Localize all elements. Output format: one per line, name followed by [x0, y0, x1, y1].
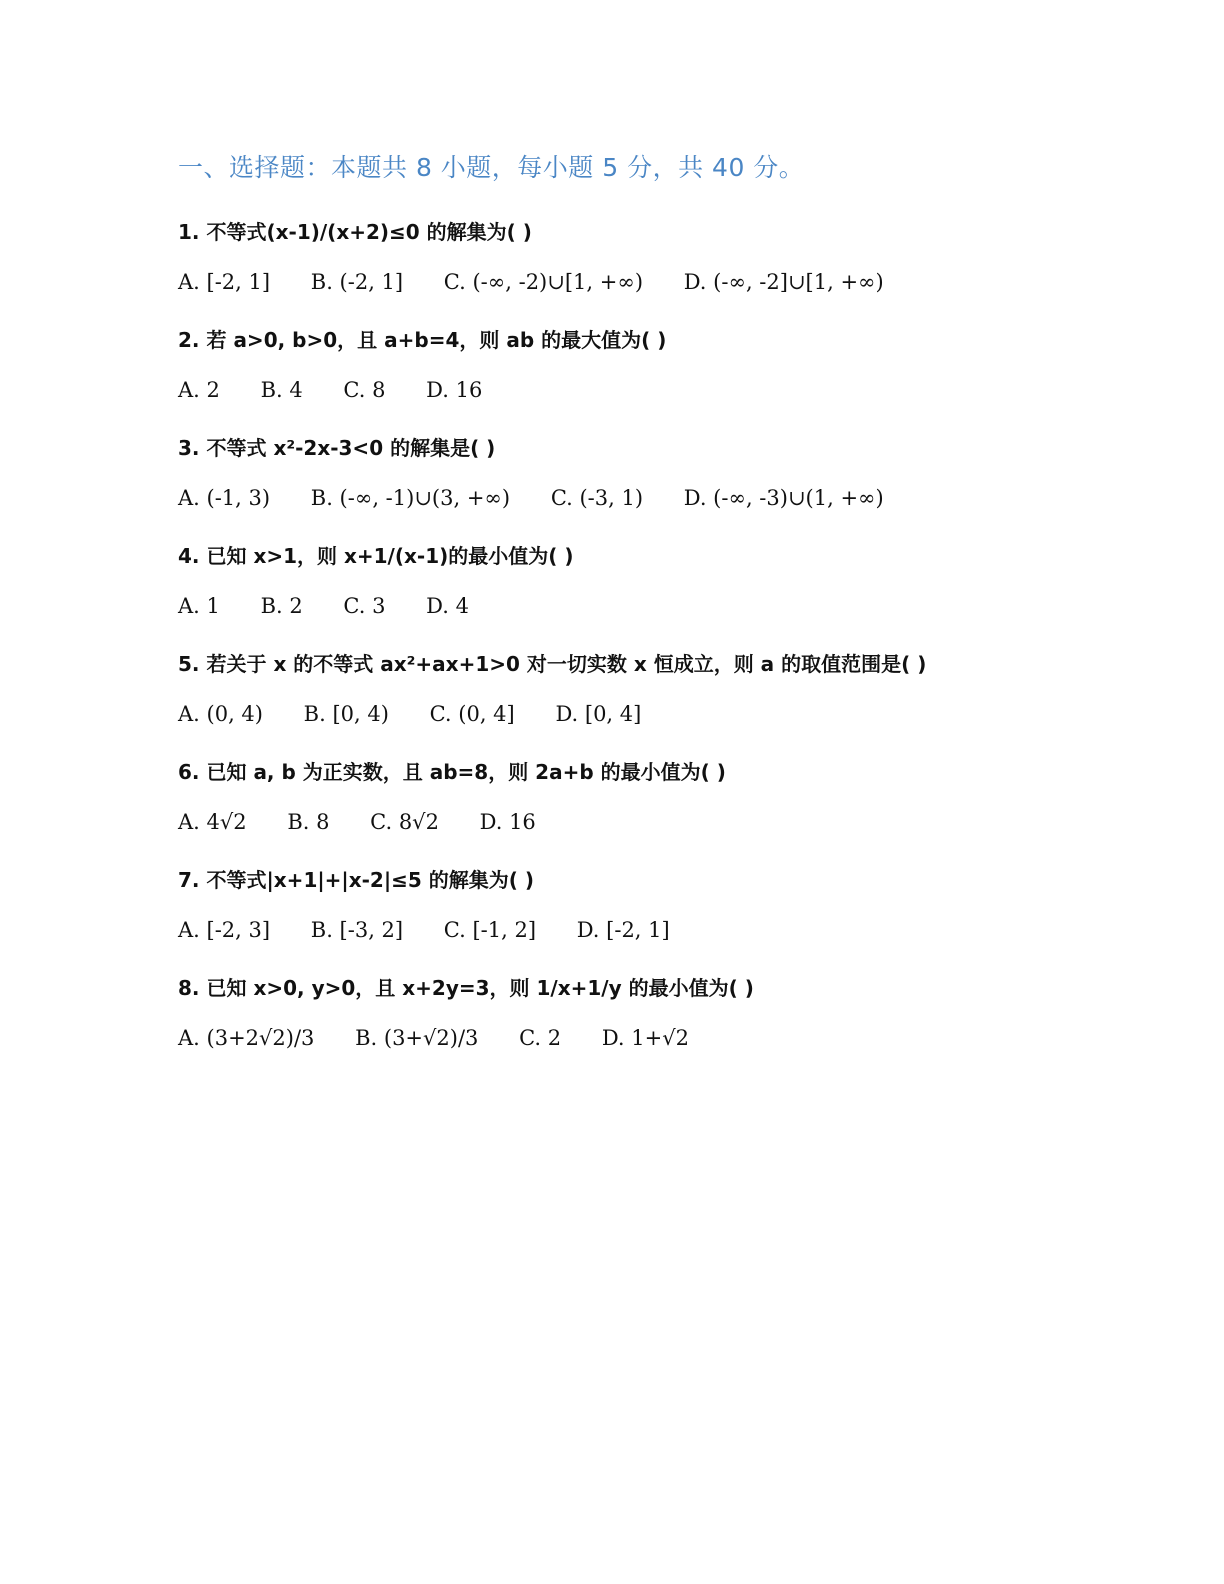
question-2-stem: 2. 若 a>0, b>0，且 a+b=4，则 ab 的最大值为( ) — [178, 328, 667, 352]
section-title: 一、选择题：本题共 8 小题，每小题 5 分，共 40 分。 — [178, 153, 805, 182]
option-c: C. 8 — [343, 378, 386, 402]
option-b: B. 8 — [287, 810, 330, 834]
option-c: C. [-1, 2] — [443, 918, 537, 942]
option-d: D. [-2, 1] — [576, 918, 670, 942]
question-1-options — [178, 270, 918, 294]
option-b: B. (3+√2)/3 — [355, 1026, 479, 1050]
question-5-stem: 5. 若关于 x 的不等式 ax²+ax+1>0 对一切实数 x 恒成立，则 a 的取值范围是( ) — [178, 652, 927, 676]
option-a: A. [-2, 1] — [178, 270, 271, 294]
option-d: D. [0, 4] — [555, 702, 642, 726]
option-b: B. [0, 4) — [303, 702, 389, 726]
option-a: A. 4√2 — [178, 810, 247, 834]
option-d: D. 16 — [479, 810, 536, 834]
question-7-options — [178, 918, 704, 942]
question-4-options — [178, 594, 503, 618]
option-c: C. (0, 4] — [429, 702, 515, 726]
option-c: C. 8√2 — [370, 810, 439, 834]
option-a: A. (0, 4) — [178, 702, 263, 726]
option-c: C. 3 — [343, 594, 386, 618]
option-b: B. (-2, 1] — [310, 270, 404, 294]
option-b: B. 4 — [260, 378, 303, 402]
question-1-stem: 1. 不等式(x-1)/(x+2)≤0 的解集为( ) — [178, 220, 532, 244]
question-8-stem: 8. 已知 x>0, y>0，且 x+2y=3，则 1/x+1/y 的最小值为( ) — [178, 976, 754, 1000]
question-3-stem: 3. 不等式 x²-2x-3<0 的解集是( ) — [178, 436, 496, 460]
question-7-stem: 7. 不等式|x+1|+|x-2|≤5 的解集为( ) — [178, 868, 535, 892]
option-a: A. (3+2√2)/3 — [178, 1026, 315, 1050]
option-c: C. (-3, 1) — [550, 486, 644, 510]
option-c: C. 2 — [519, 1026, 562, 1050]
option-a: A. (-1, 3) — [178, 486, 271, 510]
option-c: C. (-∞, -2)∪[1, +∞) — [443, 270, 644, 294]
question-6-stem: 6. 已知 a, b 为正实数，且 ab=8，则 2a+b 的最小值为( ) — [178, 760, 726, 784]
question-6-options — [178, 810, 570, 834]
option-d: D. 1+√2 — [601, 1026, 689, 1050]
option-b: B. [-3, 2] — [310, 918, 404, 942]
option-b: B. 2 — [260, 594, 303, 618]
question-2-options — [178, 378, 516, 402]
question-5-options — [178, 702, 675, 726]
question-4-stem: 4. 已知 x>1，则 x+1/(x-1)的最小值为( ) — [178, 544, 574, 568]
option-a: A. 1 — [178, 594, 220, 618]
option-a: A. 2 — [178, 378, 220, 402]
option-a: A. [-2, 3] — [178, 918, 271, 942]
option-d: D. (-∞, -2]∪[1, +∞) — [683, 270, 884, 294]
option-b: B. (-∞, -1)∪(3, +∞) — [310, 486, 511, 510]
question-8-options — [178, 1026, 723, 1050]
question-3-options — [178, 486, 918, 510]
option-d: D. 16 — [426, 378, 483, 402]
option-d: D. (-∞, -3)∪(1, +∞) — [683, 486, 884, 510]
option-d: D. 4 — [426, 594, 469, 618]
